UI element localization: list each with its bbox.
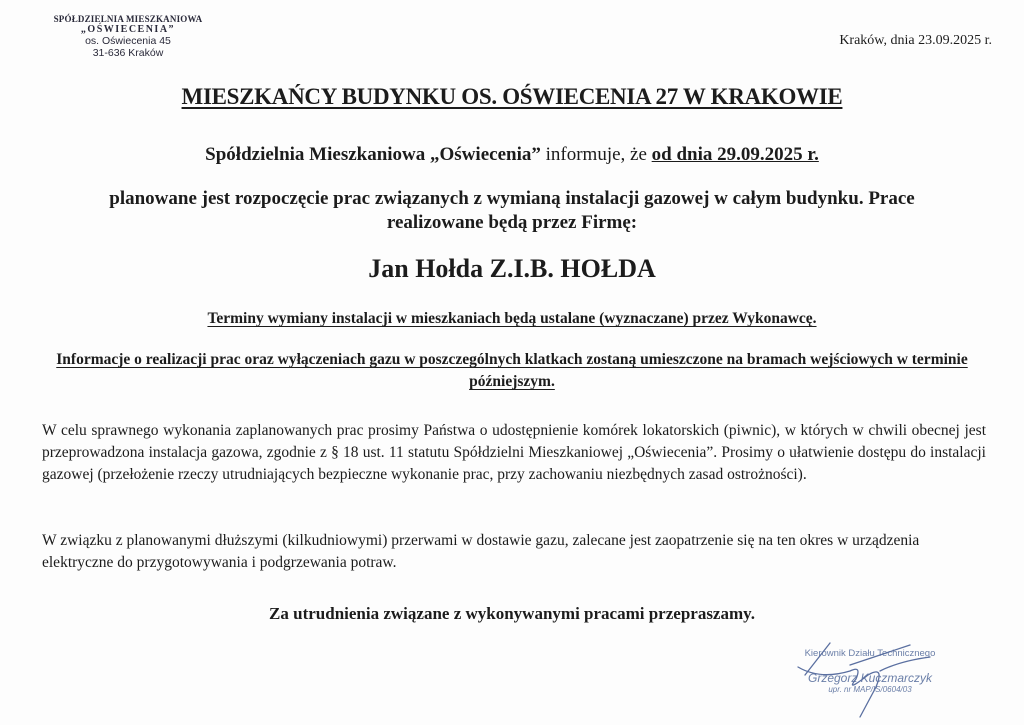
intro-line: [0, 144, 1024, 166]
terms-notice: Terminy wymiany instalacji w mieszkaniach będą ustalane (wyznaczane) przez Wykonawcę.: [207, 310, 817, 327]
intro-normal: informuje, że: [540, 144, 652, 165]
paragraph-gas-outage: W związku z planowanymi dłuższymi (kilkudniowymi) przerwami w dostawie gazu, zalecane jest zaopatrzenie się na ten okres w urządzenia elektryczne do przygotowywania i podgrzewania potraw.: [42, 532, 920, 571]
handwritten-signature-icon: [790, 635, 940, 723]
signature-license: upr. nr MAP/IS/0604/03: [828, 685, 912, 694]
document-date: Kraków, dnia 23.09.2025 r.: [839, 33, 992, 48]
paragraph-access-request: W celu sprawnego wykonania zaplanowanych prac prosimy Państwa o udostępnienie komórek lokatorskich (piwnic), w których w chwili obecnej jest przeprowadzona instalacja gazowa, zgodnie z § 18 ust. 11 statutu Spółdzielni Mieszkaniowej „Oświecenia”. Prosimy o ułatwienie dostępu do instalacji gazowej (przełożenie rzeczy utrudniających bezpieczne wykonanie prac, przy zachowaniu niezbędnych zasad ostrożności).: [42, 422, 986, 483]
signature-role: Kierownik Działu Technicznego: [804, 648, 936, 659]
cooperative-stamp: [28, 14, 228, 59]
info-notice: Informacje o realizacji prac oraz wyłączeniach gazu w poszczególnych klatkach zostaną umieszczone na bramach wejściowych w terminie późniejszym.: [56, 351, 968, 390]
apology-text: Za utrudnienia związane z wykonywanymi pracami przepraszamy.: [269, 604, 755, 623]
stamp-line-2: „OŚWIECENIA”: [80, 24, 176, 35]
planned-works-text: planowane jest rozpoczęcie prac związanych z wymianą instalacji gazowej w całym budynku. Prace realizowane będą przez Firmę:: [109, 188, 915, 233]
stamp-line-3: os. Oświecenia 45: [85, 35, 171, 47]
intro-bold: Spółdzielnia Mieszkaniowa „Oświecenia”: [205, 144, 541, 165]
stamp-line-1: SPÓŁDZIELNIA MIESZKANIOWA: [53, 14, 203, 24]
signature-name: Grzegorz Kuczmarczyk: [807, 671, 933, 685]
document-title: MIESZKAŃCY BUDYNKU OS. OŚWIECENIA 27 W KRAKOWIE: [181, 84, 843, 109]
company-name: Jan Hołda Z.I.B. HOŁDA: [368, 254, 656, 283]
intro-date: od dnia 29.09.2025 r.: [651, 144, 819, 165]
stamp-line-4: 31-636 Kraków: [92, 47, 164, 59]
